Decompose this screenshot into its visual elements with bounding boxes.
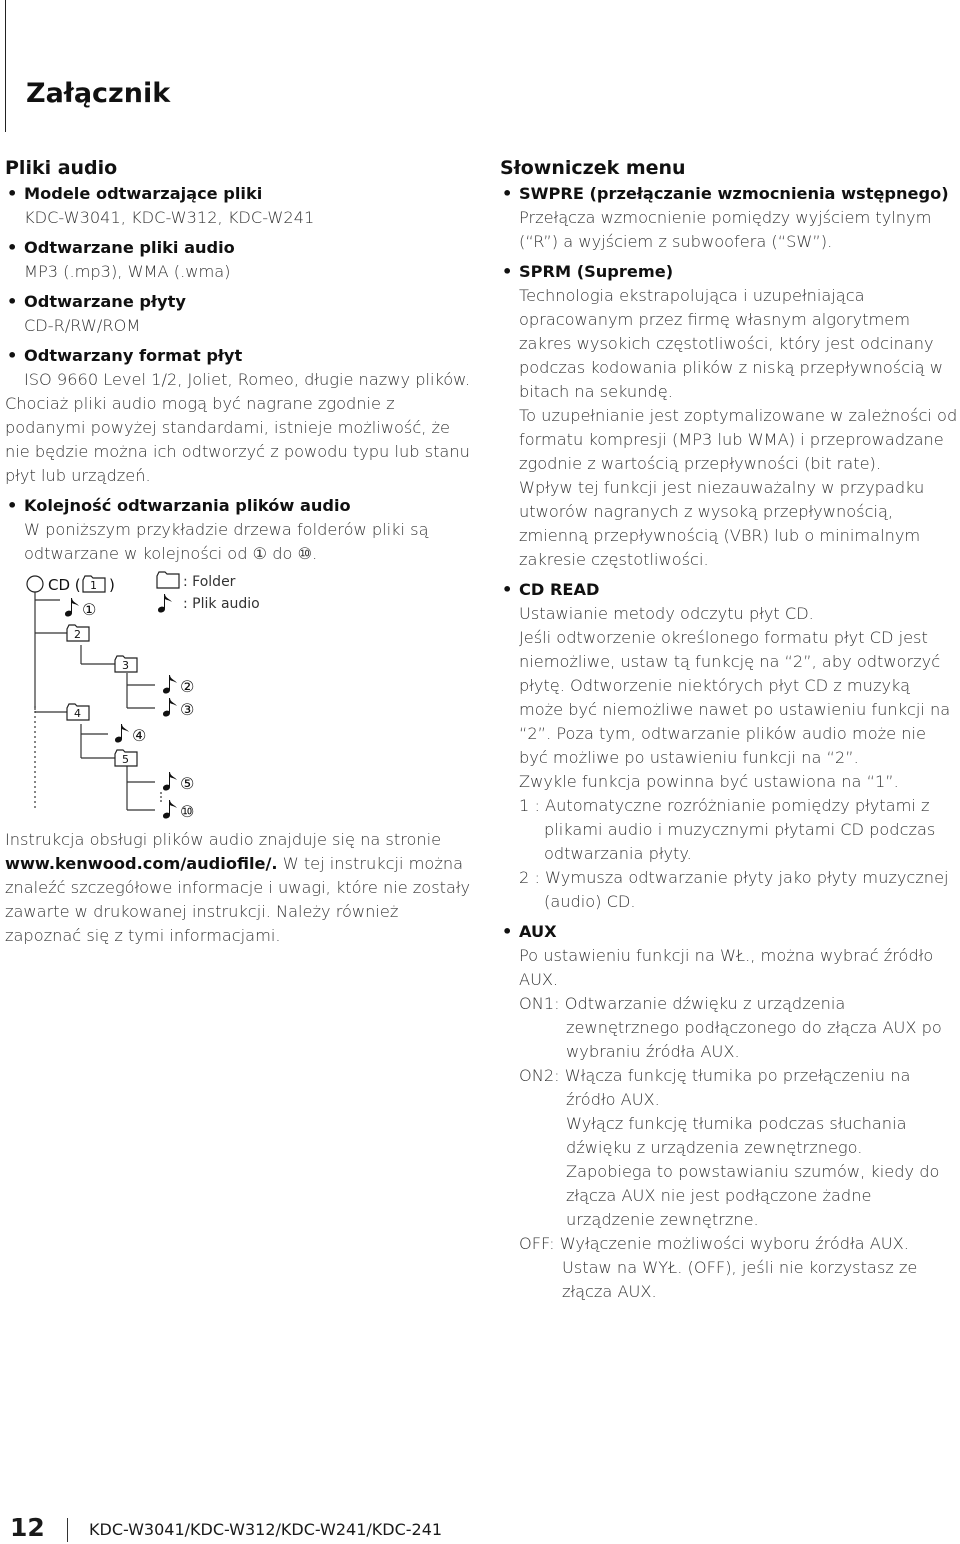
bullet-text: CD-R/RW/ROM [24, 316, 141, 335]
bullet-label: • Odtwarzane pliki audio [5, 236, 475, 260]
bullet-label-play-order: • Kolejność odtwarzania plików audio [5, 494, 475, 518]
tree-folder-1: 1 [90, 579, 97, 592]
tree-folder-3: 3 [122, 659, 129, 672]
glossary-aux-label: • AUX [500, 920, 958, 944]
bullet-label: • Modele odtwarzające pliki [5, 182, 475, 206]
cdread-option-2: 2 : Wymusza odtwarzanie płyty jako płyty muzycznej (audio) CD. [519, 868, 949, 911]
aux-option-on1: ON1: Odtwarzanie dźwięku z urządzenia zewnętrznego podłączonego do złącza AUX po wybraniu źródła AUX. [519, 994, 942, 1061]
tree-folder-4: 4 [74, 707, 81, 720]
play-order-text: W poniższym przykładzie drzewa folderów pliki są odtwarzane w kolejności od ① do ⑩. [24, 520, 429, 563]
tree-file-2: ② [180, 677, 195, 696]
aux-option-on2: ON2: Włącza funkcję tłumika po przełączeniu na źródło AUX. [519, 1066, 911, 1109]
glossary-swpre-text: Przełącza wzmocnienie pomiędzy wyjściem tylnym (“R”) a wyjściem z subwoofera (“SW”). [519, 208, 932, 251]
glossary-sprm-text: Technologia ekstrapolująca i uzupełniająca opracowanym przez firmę własnym algorytmem zakres wysokich częstotliwości, który jest odcinany podczas kodowania plików z niską przepływnością w bitach na sekundę. [519, 286, 943, 401]
glossary-cdread-text: Ustawianie metody odczytu płyt CD. [519, 604, 814, 623]
tree-folder-5: 5 [122, 753, 129, 766]
bullet-text: ISO 9660 Level 1/2, Joliet, Romeo, długie nazwy plików. [24, 370, 471, 389]
folder-icon [157, 572, 179, 588]
audiofile-footnote: Instrukcja obsługi plików audio znajduje się na stronie www.kenwood.com/audiofile/. W tej instrukcji można znaleźć szczegółowe informacje i uwagi, które nie zostały zawarte w drukowanej instrukcji. Należy również zapoznać się z tymi informacjami. [5, 830, 471, 945]
audio-file-icon [158, 594, 172, 613]
tree-file-1: ① [82, 600, 97, 619]
legend-file-label: : Plik audio [183, 596, 260, 612]
section-title-menu-glossary: Słowniczek menu [500, 157, 686, 179]
left-column [5, 154, 475, 948]
section-title-audio-files: Pliki audio [5, 157, 118, 179]
tree-folder-2: 2 [74, 628, 81, 641]
folder-tree-diagram [5, 570, 475, 820]
tree-file-3: ③ [180, 700, 195, 719]
bullet-label: • Odtwarzany format płyt [5, 344, 475, 368]
disc-icon [27, 576, 43, 592]
tree-root-label: CD ( [48, 576, 81, 594]
footer-divider [67, 1518, 68, 1542]
margin-rule [5, 0, 6, 132]
cdread-option-1: 1 : Automatyczne rozróżnianie pomiędzy płytami z plikami audio i muzycznymi płytami CD podczas odtwarzania płyty. [519, 796, 936, 863]
right-column: Słowniczek menu • SWPRE (przełączanie wzmocnienia wstępnego) Przełącza wzmocnienie pomiędzy wyjściem tylnym (“R”) a wyjściem z subwoofera (“SW”). • SPRM (Supreme) Technologia ekstrapolująca i uzupełniająca opracowanym przez firmę własnym algorytmem zakres wysokich częstotliwości, który jest odcinany podczas kodowania plików z niską przepływnością w bitach na sekundę. To uzupełnianie jest zoptymalizowane w zależności od formatu kompresji (MP3 lub WMA) i przeprowadzane zgodnie z wartością przepływności (bit rate). Wpływ tej funkcji jest niezauważalny w przypadku utworów nagranych z wysoką przepływnością, zmienną przepływnością (VBR) lub o minimalnym zakresie częstotliwości. • CD READ Ustawianie metody odczytu płyt CD. Jeśli odtworzenie określonego formatu płyt CD jest niemożliwe, ustaw tą funkcję na “2”, aby odtworzyć płytę. Odtworzenie niektórych płyt CD z muzyką może być niemożliwe nawet po ustawieniu funkcji na “2”. Poza tym, odtwarzanie plików audio może nie być możliwe po ustawieniu funkcji na “2”. Zwykle funkcja powinna być ustawiona na “1”. 1 : Automatyczne rozróżnianie pomiędzy płytami z plikami audio i muzycznymi płytami CD podczas odtwarzania płyty. 2 : Wymusza odtwarzanie płyty jako płyty muzycznej (audio) CD. • AUX Po ustawieniu funkcji na WŁ., można wybrać źródło AUX. ON1: Odtwarzanie dźwięku z urządzenia zewnętrznego podłączonego do złącza AUX po wybraniu źródła AUX. ON2: Włącza funkcję tłumika po przełączeniu na źródło AUX. Wyłącz funkcję tłumika podczas słuchania dźwięku z urządzenia zewnętrznego. Zapobiega to powstawianiu szumów, kiedy do złącza AUX nie jest podłączone żadne urządzenie zewnętrzne. OFF: Wyłączenie możliwości wyboru źródła AUX. Ustaw na WYŁ. (OFF), jeśli nie korzystasz ze złącza AUX. [500, 154, 958, 1304]
svg-text:): ) [109, 576, 115, 594]
audiofile-url-link[interactable]: www.kenwood.com/audiofile/. [5, 854, 278, 873]
glossary-swpre-label: • SWPRE (przełączanie wzmocnienia wstępnego) [500, 182, 958, 206]
glossary-sprm-label: • SPRM (Supreme) [500, 260, 958, 284]
compatibility-note: Chociaż pliki audio mogą być nagrane zgodnie z podanymi powyżej standardami, istnieje możliwość, że nie będzie można ich odtworzyć z powodu typu lub stanu płyt lub urządzeń. [5, 394, 470, 485]
tree-file-5: ⑤ [180, 774, 195, 793]
page-title: Załącznik [26, 78, 171, 109]
tree-file-10: ⑩ [180, 802, 195, 820]
glossary-cdread-label: • CD READ [500, 578, 958, 602]
page-number: 12 [10, 1513, 45, 1542]
glossary-aux-text: Po ustawieniu funkcji na WŁ., można wybrać źródło AUX. [519, 946, 934, 989]
footer-model-list: KDC-W3041/KDC-W312/KDC-W241/KDC-241 [89, 1520, 443, 1539]
tree-file-4: ④ [132, 726, 147, 745]
bullet-label: • Odtwarzane płyty [5, 290, 475, 314]
bullet-text: KDC-W3041, KDC-W312, KDC-W241 [24, 208, 315, 227]
bullet-text: MP3 (.mp3), WMA (.wma) [24, 262, 231, 281]
aux-option-off: OFF: Wyłączenie możliwości wyboru źródła AUX. Ustaw na WYŁ. (OFF), jeśli nie korzystasz ze złącza AUX. [519, 1234, 918, 1301]
legend-folder-label: : Folder [183, 574, 236, 590]
